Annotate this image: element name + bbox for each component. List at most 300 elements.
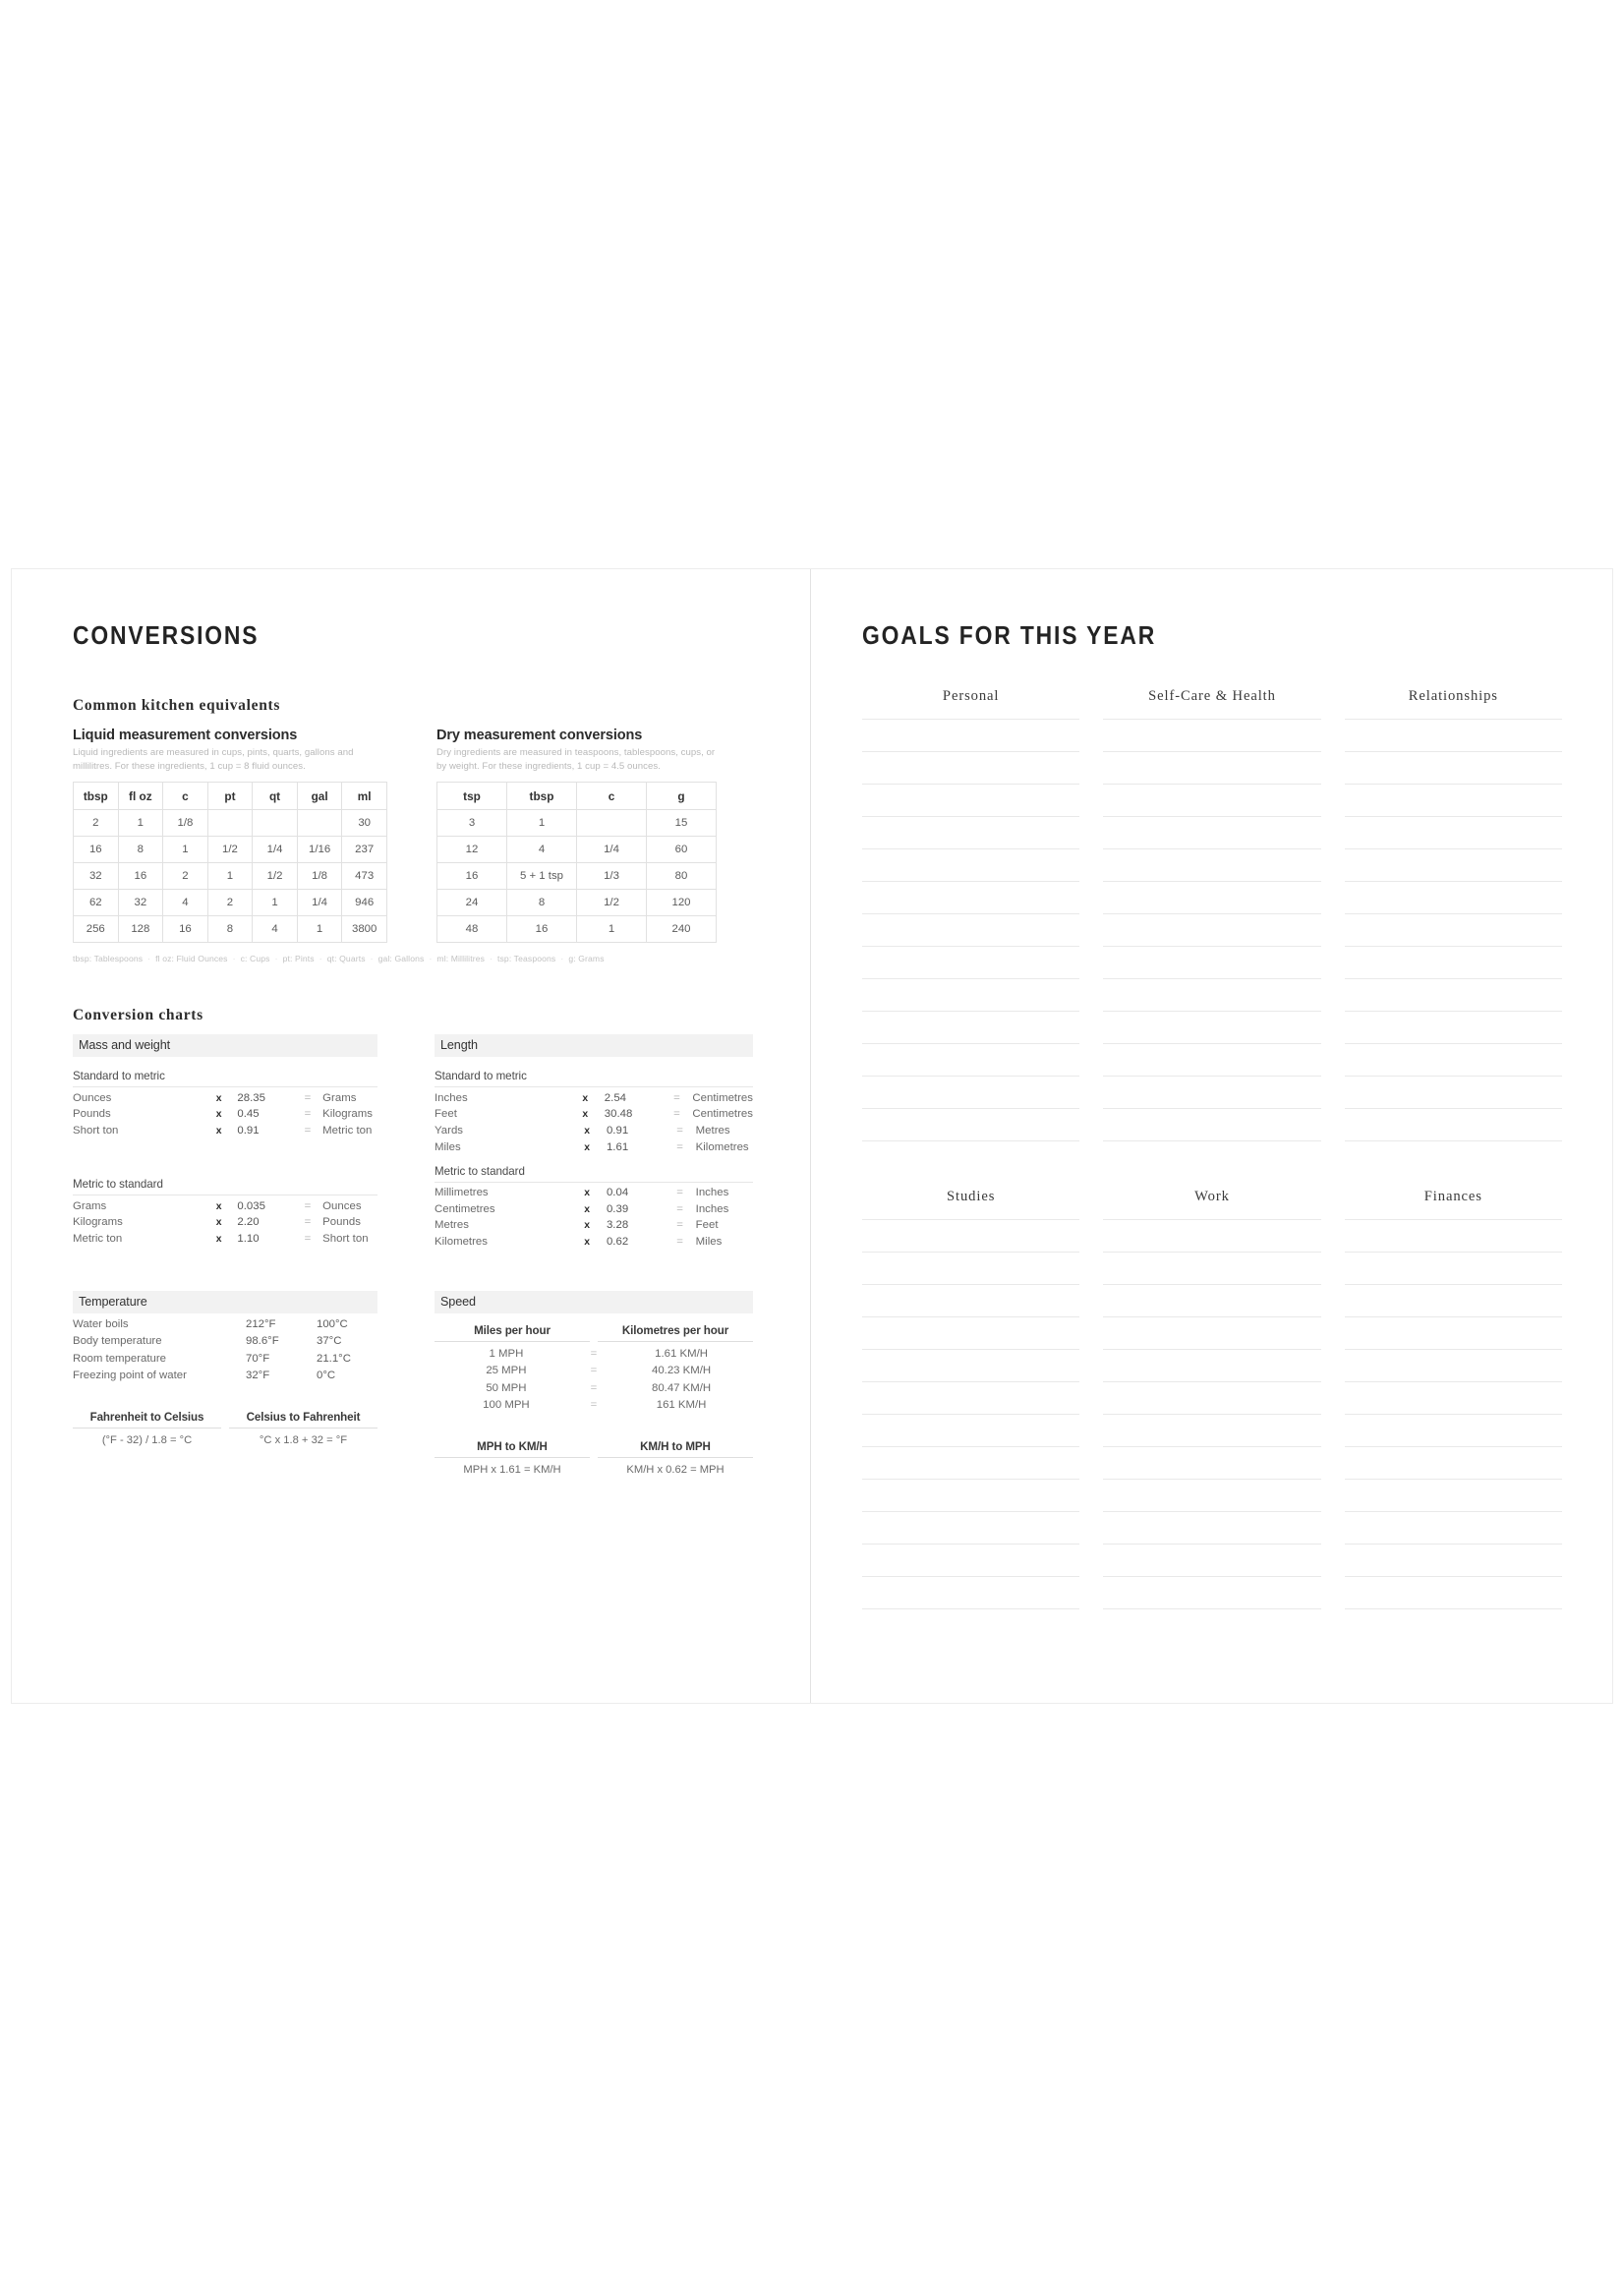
goal-write-line[interactable] — [1103, 1479, 1320, 1480]
dry-cell: 48 — [437, 916, 507, 943]
dry-cell: 1 — [507, 810, 577, 837]
speed-row — [435, 1376, 753, 1394]
conversion-row — [435, 1087, 753, 1104]
goal-write-line[interactable] — [1103, 1381, 1320, 1382]
liquid-col-header: fl oz — [118, 783, 163, 810]
goal-write-line[interactable] — [862, 784, 1079, 785]
conversion-eq: = — [304, 1091, 312, 1104]
goal-write-line[interactable] — [1103, 751, 1320, 752]
goal-write-line[interactable] — [862, 816, 1079, 817]
liquid-col-header: pt — [207, 783, 253, 810]
conversion-u1: Pounds — [73, 1108, 111, 1121]
mph-to-kmh-title: MPH to KM/H — [435, 1440, 590, 1458]
conversion-u2: Grams — [322, 1091, 357, 1104]
abbreviations-legend — [73, 954, 761, 963]
goal-write-line[interactable] — [862, 1076, 1079, 1077]
mass-metric-to-standard-rows — [73, 1195, 377, 1245]
legend-separator: · — [232, 954, 236, 964]
goal-write-line[interactable] — [862, 1576, 1079, 1577]
conversion-u2: Miles — [695, 1235, 723, 1248]
liquid-cell: 62 — [74, 890, 119, 916]
speed-sr: 1.61 KM/H — [655, 1347, 708, 1360]
mass-spacer — [73, 1137, 377, 1166]
conversion-u1: Inches — [435, 1091, 468, 1104]
conversion-u2: Centimetres — [692, 1108, 753, 1121]
dry-cell: 24 — [437, 890, 507, 916]
goal-write-line[interactable] — [1103, 1576, 1320, 1577]
conversion-row — [73, 1212, 377, 1229]
conversion-row — [435, 1104, 753, 1121]
goal-write-line[interactable] — [1345, 1349, 1562, 1350]
goal-column-personal — [862, 688, 1079, 1141]
goal-write-line[interactable] — [862, 751, 1079, 752]
goal-write-line[interactable] — [1103, 1608, 1320, 1609]
mass-category-bar: Mass and weight — [73, 1034, 377, 1057]
measurement-tables-row — [73, 728, 761, 943]
liquid-cell — [253, 810, 298, 837]
conversion-u1: Metres — [435, 1219, 469, 1232]
dry-cell: 120 — [647, 890, 717, 916]
conversion-row — [435, 1215, 753, 1232]
conversion-eq: = — [676, 1125, 683, 1137]
legend-item: c: Cups — [240, 954, 270, 964]
dry-cell: 8 — [507, 890, 577, 916]
conversion-op: x — [584, 1126, 591, 1137]
goal-write-line[interactable] — [1103, 913, 1320, 914]
goal-write-line[interactable] — [1345, 1140, 1562, 1141]
goal-write-line[interactable] — [1345, 719, 1562, 720]
dry-col-header: g — [647, 783, 717, 810]
conversion-eq: = — [304, 1125, 312, 1137]
goal-write-line[interactable] — [862, 1011, 1079, 1012]
liquid-col-header: gal — [297, 783, 342, 810]
goal-write-line[interactable] — [862, 719, 1079, 720]
temperature-tc: 37°C — [317, 1335, 342, 1348]
conversion-val: 0.39 — [606, 1202, 629, 1215]
goal-write-line[interactable] — [862, 1608, 1079, 1609]
table-row — [437, 890, 717, 916]
conversion-u2: Short ton — [322, 1232, 369, 1245]
conversion-u1: Feet — [435, 1108, 457, 1121]
speed-sl: 50 MPH — [486, 1381, 527, 1394]
goal-write-line[interactable] — [862, 881, 1079, 882]
dry-cell — [577, 810, 647, 837]
goal-write-line[interactable] — [862, 1140, 1079, 1141]
liquid-note: Liquid ingredients are measured in cups, pints, quarts, gallons and millilitres. For these ingredients, 1 cup = 8 fluid ounces. — [73, 747, 354, 772]
speed-formulas — [435, 1440, 753, 1476]
conversion-row — [435, 1198, 753, 1215]
goal-write-line[interactable] — [862, 1284, 1079, 1285]
liquid-heading: Liquid measurement conversions — [73, 728, 298, 743]
goal-write-line[interactable] — [1103, 1108, 1320, 1109]
goal-write-line[interactable] — [1103, 1076, 1320, 1077]
dry-cell: 240 — [647, 916, 717, 943]
conversion-val: 2.20 — [237, 1216, 260, 1229]
speed-sop: = — [590, 1347, 598, 1360]
legend-item: gal: Gallons — [377, 954, 425, 964]
goal-write-line[interactable] — [1345, 1284, 1562, 1285]
goal-write-line[interactable] — [1345, 816, 1562, 817]
goal-write-line[interactable] — [862, 1544, 1079, 1545]
conversion-row — [435, 1120, 753, 1137]
dry-measurement-table — [436, 782, 717, 943]
conversion-row — [435, 1137, 753, 1153]
conversion-u1: Short ton — [73, 1125, 119, 1137]
legend-item: tbsp: Tablespoons — [73, 954, 144, 964]
conversion-u1: Miles — [435, 1140, 461, 1153]
goal-write-line[interactable] — [1345, 1544, 1562, 1545]
dry-cell: 16 — [507, 916, 577, 943]
goal-write-line[interactable] — [862, 1414, 1079, 1415]
goal-write-line[interactable] — [1103, 848, 1320, 849]
liquid-cell: 8 — [118, 837, 163, 863]
goal-write-line[interactable] — [1345, 1576, 1562, 1577]
fahrenheit-to-celsius-box — [73, 1411, 225, 1446]
legend-separator: · — [560, 954, 564, 964]
conversion-val: 0.035 — [237, 1199, 265, 1212]
temperature-tf: 70°F — [246, 1352, 270, 1365]
liquid-cell: 1/16 — [297, 837, 342, 863]
goal-write-line[interactable] — [1345, 848, 1562, 849]
goal-write-line[interactable] — [1345, 1043, 1562, 1044]
goal-column-title: Finances — [1423, 1189, 1482, 1204]
goal-write-line[interactable] — [1345, 1011, 1562, 1012]
conversion-row — [73, 1104, 377, 1121]
liquid-cell: 1/8 — [297, 863, 342, 890]
goals-columns-two — [862, 1189, 1562, 1609]
table-row — [74, 837, 387, 863]
goal-write-line[interactable] — [1345, 1446, 1562, 1447]
conversion-op: x — [584, 1236, 591, 1248]
right-page — [810, 569, 1612, 1703]
goal-write-line[interactable] — [1345, 913, 1562, 914]
liquid-cell: 1/2 — [253, 863, 298, 890]
mph-to-kmh-box — [435, 1440, 594, 1476]
table-row — [74, 810, 387, 837]
conversion-u2: Inches — [695, 1202, 729, 1215]
legend-item: ml: Millilitres — [436, 954, 486, 964]
goal-write-line[interactable] — [862, 913, 1079, 914]
dry-cell: 3 — [437, 810, 507, 837]
goal-write-line[interactable] — [1345, 751, 1562, 752]
conversion-eq: = — [304, 1232, 312, 1245]
temperature-row — [73, 1330, 377, 1347]
goal-write-line[interactable] — [1345, 1511, 1562, 1512]
goal-write-line[interactable] — [1103, 1011, 1320, 1012]
goal-write-line[interactable] — [1345, 1381, 1562, 1382]
dry-note: Dry ingredients are measured in teaspoons, tablespoons, cups, or by weight. For these ingredients, 1 cup = 4.5 ounces. — [436, 747, 716, 772]
temperature-tlabel: Water boils — [73, 1318, 129, 1331]
goal-column-relationships — [1345, 688, 1562, 1141]
goal-write-line[interactable] — [1345, 1608, 1562, 1609]
length-metric-to-standard-rows — [435, 1183, 753, 1248]
conversion-row — [73, 1087, 377, 1104]
kmh-to-mph-title: KM/H to MPH — [598, 1440, 753, 1458]
liquid-cell: 4 — [253, 916, 298, 943]
dry-heading: Dry measurement conversions — [436, 728, 643, 743]
conversion-row — [435, 1231, 753, 1248]
liquid-cell: 946 — [342, 890, 387, 916]
goal-write-line[interactable] — [1103, 978, 1320, 979]
speed-block — [435, 1291, 753, 1476]
mph-to-kmh-formula: MPH x 1.61 = KM/H — [463, 1464, 561, 1477]
goal-write-line[interactable] — [862, 848, 1079, 849]
goal-column-finances — [1345, 1189, 1562, 1609]
goal-column-title: Relationships — [1408, 688, 1498, 704]
liquid-col-header: qt — [253, 783, 298, 810]
conversion-row — [73, 1228, 377, 1245]
dry-cell: 12 — [437, 837, 507, 863]
temperature-tc: 100°C — [317, 1318, 348, 1331]
liquid-cell: 128 — [118, 916, 163, 943]
conversion-u2: Metres — [695, 1125, 730, 1137]
goal-write-line[interactable] — [1103, 1252, 1320, 1253]
conversion-u2: Feet — [695, 1219, 719, 1232]
speed-sop: = — [590, 1381, 598, 1394]
liquid-cell: 16 — [74, 837, 119, 863]
temperature-category-bar: Temperature — [73, 1291, 377, 1313]
celsius-to-fahrenheit-title: Celsius to Fahrenheit — [229, 1411, 377, 1429]
conversion-val: 0.62 — [606, 1235, 629, 1248]
conversion-val: 30.48 — [604, 1108, 633, 1121]
liquid-cell: 8 — [207, 916, 253, 943]
goal-write-line[interactable] — [1103, 1284, 1320, 1285]
length-block — [435, 1034, 753, 1248]
dry-col-header: tsp — [437, 783, 507, 810]
goal-write-line[interactable] — [1103, 1511, 1320, 1512]
conversion-op: x — [582, 1092, 589, 1104]
table-row — [437, 837, 717, 863]
page-title-conversions: CONVERSIONS — [73, 620, 260, 650]
conversion-u1: Kilometres — [435, 1235, 489, 1248]
speed-category-bar: Speed — [435, 1291, 753, 1313]
liquid-cell: 1/8 — [163, 810, 208, 837]
conversion-u2: Kilometres — [695, 1140, 749, 1153]
liquid-cell: 1 — [297, 916, 342, 943]
goal-write-line[interactable] — [862, 1108, 1079, 1109]
celsius-to-fahrenheit-formula: °C x 1.8 + 32 = °F — [259, 1433, 348, 1446]
liquid-cell: 2 — [207, 890, 253, 916]
table-row — [74, 890, 387, 916]
temperature-tc: 21.1°C — [317, 1352, 351, 1365]
goal-write-line[interactable] — [1103, 1219, 1320, 1220]
goal-write-line[interactable] — [862, 946, 1079, 947]
length-metric-to-standard-label: Metric to standard — [435, 1153, 753, 1183]
conversion-u2: Ounces — [322, 1199, 362, 1212]
goal-write-line[interactable] — [1345, 1219, 1562, 1220]
temperature-speed-grid — [73, 1291, 761, 1476]
goal-write-line[interactable] — [862, 1219, 1079, 1220]
goal-column-work — [1103, 1189, 1320, 1609]
goal-write-line[interactable] — [1103, 816, 1320, 817]
liquid-cell: 1 — [118, 810, 163, 837]
goal-write-line[interactable] — [1345, 1108, 1562, 1109]
conversion-val: 1.10 — [237, 1232, 260, 1245]
goal-write-line[interactable] — [1345, 1414, 1562, 1415]
speed-sr: 40.23 KM/H — [652, 1365, 712, 1377]
goal-write-line[interactable] — [1103, 1349, 1320, 1350]
legend-item: tsp: Teaspoons — [497, 954, 556, 964]
conversion-u1: Centimetres — [435, 1202, 495, 1215]
conversion-row — [73, 1195, 377, 1212]
mass-metric-to-standard-label: Metric to standard — [73, 1166, 377, 1195]
dry-table-header-row — [437, 783, 717, 810]
mass-standard-to-metric-label: Standard to metric — [73, 1057, 377, 1087]
goal-write-line[interactable] — [1345, 784, 1562, 785]
goal-write-line[interactable] — [1345, 1316, 1562, 1317]
dry-conversions-block — [436, 728, 717, 943]
conversion-u2: Pounds — [322, 1216, 361, 1229]
dry-col-header: c — [577, 783, 647, 810]
conversion-eq: = — [676, 1140, 683, 1153]
conversion-eq: = — [304, 1199, 312, 1212]
liquid-cell: 16 — [163, 916, 208, 943]
speed-sl: 1 MPH — [489, 1347, 524, 1360]
liquid-col-header: c — [163, 783, 208, 810]
speed-sr: 161 KM/H — [656, 1399, 707, 1412]
goal-write-line[interactable] — [1103, 881, 1320, 882]
conversion-op: x — [584, 1220, 591, 1232]
conversion-val: 1.61 — [606, 1140, 629, 1153]
goal-write-line[interactable] — [1103, 1544, 1320, 1545]
kmh-to-mph-formula: KM/H x 0.62 = MPH — [626, 1464, 725, 1477]
length-standard-to-metric-rows — [435, 1087, 753, 1152]
goal-write-line[interactable] — [862, 1381, 1079, 1382]
goal-write-line[interactable] — [862, 1349, 1079, 1350]
liquid-cell: 30 — [342, 810, 387, 837]
goal-write-line[interactable] — [862, 1446, 1079, 1447]
conversion-eq: = — [676, 1202, 683, 1215]
dry-cell: 4 — [507, 837, 577, 863]
goal-write-line[interactable] — [862, 1252, 1079, 1253]
dry-cell: 60 — [647, 837, 717, 863]
conversion-op: x — [584, 1141, 591, 1153]
goal-write-line[interactable] — [862, 1479, 1079, 1480]
conversion-u1: Kilograms — [73, 1216, 123, 1229]
table-row — [437, 916, 717, 943]
fahrenheit-to-celsius-formula: (°F - 32) / 1.8 = °C — [101, 1433, 193, 1446]
page-title-goals: GOALS FOR THIS YEAR — [862, 620, 1157, 650]
liquid-cell: 1/2 — [207, 837, 253, 863]
goal-write-line[interactable] — [862, 1043, 1079, 1044]
conversion-eq: = — [304, 1108, 312, 1121]
temperature-row — [73, 1347, 377, 1364]
goal-write-line[interactable] — [1345, 1252, 1562, 1253]
goal-write-line[interactable] — [1345, 1076, 1562, 1077]
speed-col-mph-header: Miles per hour — [435, 1324, 590, 1342]
dry-cell: 80 — [647, 863, 717, 890]
goal-write-line[interactable] — [1103, 1414, 1320, 1415]
conversion-op: x — [582, 1109, 589, 1121]
liquid-cell: 1 — [207, 863, 253, 890]
table-row — [437, 863, 717, 890]
goals-block-two — [862, 1189, 1562, 1609]
conversion-u1: Grams — [73, 1199, 107, 1212]
legend-separator: · — [370, 954, 374, 964]
temperature-tlabel: Freezing point of water — [73, 1369, 187, 1381]
goal-column-title: Work — [1194, 1189, 1230, 1204]
liquid-cell: 32 — [74, 863, 119, 890]
dry-cell: 1/2 — [577, 890, 647, 916]
goal-write-line[interactable] — [1103, 784, 1320, 785]
goal-write-line[interactable] — [1345, 1479, 1562, 1480]
goal-write-line[interactable] — [1103, 1140, 1320, 1141]
legend-separator: · — [319, 954, 322, 964]
dry-cell: 5 + 1 tsp — [507, 863, 577, 890]
dry-cell: 1 — [577, 916, 647, 943]
goal-column-title: Studies — [947, 1189, 996, 1204]
legend-item: fl oz: Fluid Ounces — [155, 954, 228, 964]
conversion-op: x — [215, 1092, 222, 1104]
speed-row — [435, 1394, 753, 1412]
temperature-tlabel: Room temperature — [73, 1352, 166, 1365]
conversion-eq: = — [673, 1108, 680, 1121]
goal-write-line[interactable] — [1103, 946, 1320, 947]
liquid-cell — [207, 810, 253, 837]
conversion-eq: = — [673, 1091, 680, 1104]
goal-write-line[interactable] — [862, 1511, 1079, 1512]
goal-write-line[interactable] — [862, 978, 1079, 979]
liquid-cell: 473 — [342, 863, 387, 890]
dry-cell: 15 — [647, 810, 717, 837]
book-spread — [11, 568, 1613, 1704]
conversion-val: 28.35 — [237, 1091, 265, 1104]
goal-write-line[interactable] — [1103, 1446, 1320, 1447]
liquid-table-header-row — [74, 783, 387, 810]
conversion-op: x — [215, 1217, 222, 1229]
conversion-val: 3.28 — [606, 1219, 629, 1232]
liquid-cell: 2 — [74, 810, 119, 837]
mass-and-weight-block — [73, 1034, 377, 1248]
legend-item: pt: Pints — [282, 954, 315, 964]
goal-write-line[interactable] — [1345, 881, 1562, 882]
kmh-to-mph-box — [594, 1440, 753, 1476]
conversion-u2: Kilograms — [322, 1108, 373, 1121]
goal-write-line[interactable] — [1345, 978, 1562, 979]
temperature-row — [73, 1365, 377, 1381]
conversion-eq: = — [676, 1187, 683, 1199]
goals-block-one — [862, 688, 1562, 1141]
goal-column-title: Personal — [942, 688, 1000, 704]
conversion-u1: Ounces — [73, 1091, 112, 1104]
goal-write-line[interactable] — [1103, 1316, 1320, 1317]
celsius-to-fahrenheit-box — [225, 1411, 377, 1446]
liquid-cell: 3800 — [342, 916, 387, 943]
speed-header-row — [435, 1324, 753, 1342]
goal-write-line[interactable] — [862, 1316, 1079, 1317]
goal-write-line[interactable] — [1345, 946, 1562, 947]
liquid-cell: 256 — [74, 916, 119, 943]
temperature-rows — [73, 1313, 377, 1381]
speed-row — [435, 1342, 753, 1360]
left-page — [12, 569, 810, 1703]
conversion-op: x — [215, 1233, 222, 1245]
length-standard-to-metric-label: Standard to metric — [435, 1057, 753, 1087]
dry-cell: 1/4 — [577, 837, 647, 863]
conversion-u2: Metric ton — [322, 1125, 373, 1137]
speed-rows — [435, 1342, 753, 1411]
liquid-conversions-block — [73, 728, 387, 943]
goals-columns-one — [862, 688, 1562, 1141]
liquid-cell: 16 — [118, 863, 163, 890]
goal-write-line[interactable] — [1103, 719, 1320, 720]
conversion-val: 0.91 — [237, 1125, 260, 1137]
legend-item: g: Grams — [568, 954, 605, 964]
liquid-cell: 4 — [163, 890, 208, 916]
goal-write-line[interactable] — [1103, 1043, 1320, 1044]
legend-separator: · — [429, 954, 433, 964]
legend-separator: · — [274, 954, 278, 964]
